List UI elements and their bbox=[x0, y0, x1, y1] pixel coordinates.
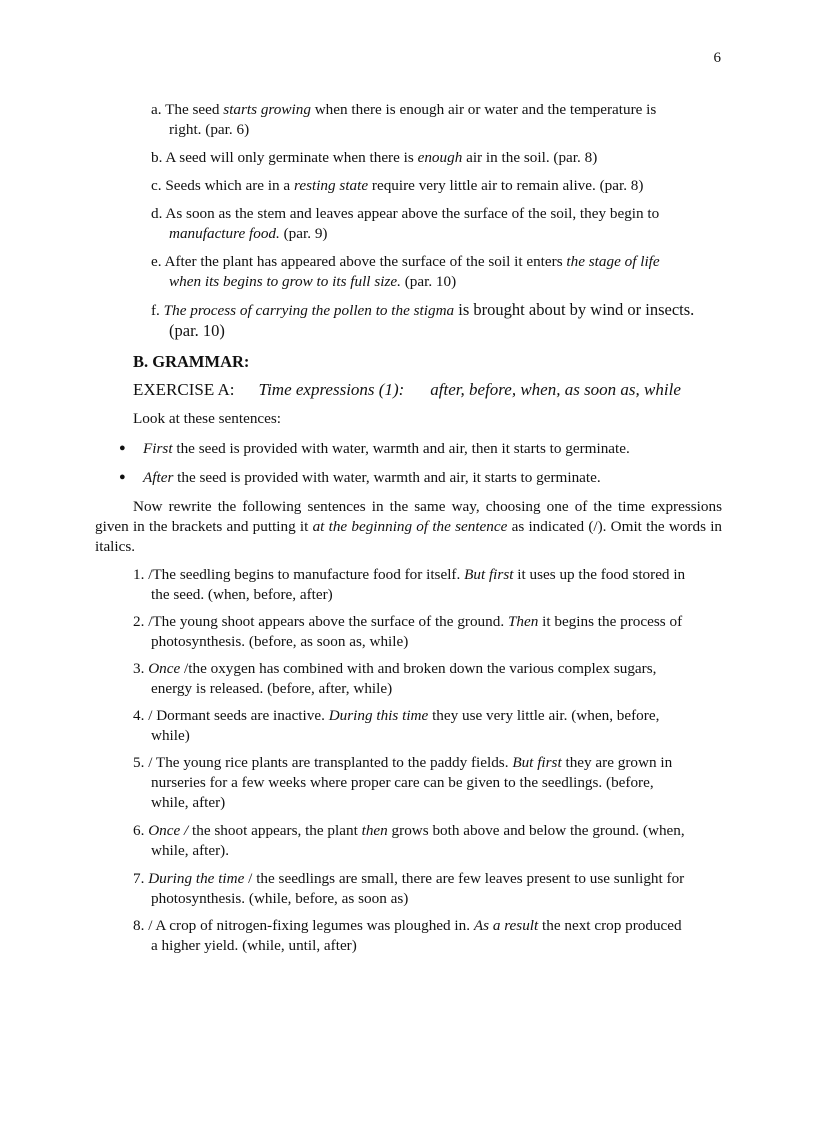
example-emphasis: After bbox=[143, 469, 174, 486]
item-label: a. bbox=[151, 101, 162, 118]
exercise-item-6 bbox=[133, 821, 721, 861]
item-text: After the plant has appeared above the surface of the soil it enters bbox=[164, 253, 567, 270]
vocab-item-c bbox=[151, 176, 721, 196]
item-text: A seed will only germinate when there is bbox=[165, 149, 418, 166]
item-emphasis: But first bbox=[464, 566, 514, 583]
item-text: Seeds which are in a bbox=[165, 177, 294, 194]
page-number: 6 bbox=[713, 50, 721, 66]
item-emphasis: But first bbox=[512, 754, 562, 771]
instructions-emphasis: at the beginning of the sentence bbox=[312, 518, 508, 535]
item-emphasis: starts growing bbox=[223, 101, 311, 118]
vocab-item-d bbox=[151, 204, 721, 244]
item-number: 6. bbox=[133, 822, 145, 839]
item-label: f. bbox=[151, 302, 160, 319]
item-emphasis: Once bbox=[148, 660, 181, 677]
item-emphasis: Once / bbox=[148, 822, 189, 839]
item-text: /The young shoot appears above the surface of the ground. bbox=[144, 613, 508, 630]
example-sentence bbox=[143, 440, 630, 458]
item-continuation: (par. 10) bbox=[400, 273, 457, 290]
item-continuation: the seed. (when, before, after) bbox=[151, 586, 333, 603]
instructions-text: as indicated (/). Omit the words in italics. bbox=[95, 518, 723, 555]
item-text: it begins the process of bbox=[538, 613, 683, 630]
item-text: /the oxygen has combined with and broken down the various complex sugars, bbox=[180, 660, 657, 677]
item-text: the shoot appears, the plant bbox=[188, 822, 362, 839]
item-continuation: photosynthesis. (while, before, as soon as) bbox=[151, 890, 409, 907]
example-sentence bbox=[143, 469, 601, 487]
item-text: As soon as the stem and leaves appear above the surface of the soil, they begin to bbox=[165, 205, 660, 222]
item-text: air in the soil. (par. 8) bbox=[462, 149, 598, 166]
exercise-item-1 bbox=[133, 565, 721, 605]
item-text: /The seedling begins to manufacture food for itself. bbox=[144, 566, 465, 583]
item-continuation: while, after) bbox=[151, 794, 226, 811]
bullet-icon: ● bbox=[119, 442, 126, 454]
item-text: when there is enough air or water and the temperature is bbox=[310, 101, 657, 118]
item-emphasis: when its begins to grow to its full size. bbox=[169, 273, 401, 290]
exercise-item-7 bbox=[133, 869, 721, 909]
item-text: grows both above and below the ground. (when, bbox=[387, 822, 685, 839]
item-label: d. bbox=[151, 205, 163, 222]
item-emphasis: During this time bbox=[328, 707, 429, 724]
exercise-item-3 bbox=[133, 659, 721, 699]
vocab-item-e bbox=[151, 252, 721, 292]
item-text: is brought about by wind or insects. bbox=[454, 300, 695, 319]
item-continuation: nurseries for a few weeks where proper care can be given to the seedlings. (before, bbox=[151, 774, 654, 791]
item-text: they are grown in bbox=[561, 754, 673, 771]
item-text: it uses up the food stored in bbox=[513, 566, 686, 583]
item-emphasis: Then bbox=[507, 613, 539, 630]
exercise-item-4 bbox=[133, 706, 721, 746]
item-text: the next crop produced bbox=[538, 917, 682, 934]
item-number: 8. bbox=[133, 917, 145, 934]
item-text: require very little air to remain alive. (par. 8) bbox=[368, 177, 644, 194]
item-continuation: (par. 10) bbox=[169, 321, 225, 340]
item-continuation: while, after). bbox=[151, 842, 230, 859]
item-number: 3. bbox=[133, 660, 145, 677]
instructions-text: Now rewrite the following sentences in the same way, choosing one of the time expressions given in the brackets and putting it bbox=[95, 498, 722, 535]
item-emphasis: resting state bbox=[293, 177, 369, 194]
section-title: B. GRAMMAR: bbox=[133, 352, 250, 371]
item-label: e. bbox=[151, 253, 162, 270]
item-emphasis: the stage of life bbox=[566, 253, 660, 270]
item-number: 5. bbox=[133, 754, 145, 771]
vocab-item-a bbox=[151, 100, 721, 140]
item-text: The seed bbox=[165, 101, 224, 118]
item-emphasis: manufacture food. bbox=[169, 225, 280, 242]
item-text: / Dormant seeds are inactive. bbox=[144, 707, 329, 724]
item-text: they use very little air. (when, before, bbox=[428, 707, 660, 724]
vocab-item-b bbox=[151, 148, 721, 168]
example-text: the seed is provided with water, warmth and air, it starts to germinate. bbox=[173, 469, 601, 486]
example-emphasis: First bbox=[143, 440, 173, 457]
exercise-item-8 bbox=[133, 916, 721, 956]
exercise-label: EXERCISE A: bbox=[133, 380, 235, 399]
item-number: 1. bbox=[133, 566, 145, 583]
item-continuation: while) bbox=[151, 727, 190, 744]
item-label: c. bbox=[151, 177, 162, 194]
item-emphasis: The process of carrying the pollen to the stigma bbox=[163, 302, 455, 319]
item-label: b. bbox=[151, 149, 163, 166]
item-continuation: photosynthesis. (before, as soon as, while) bbox=[151, 633, 409, 650]
item-emphasis: enough bbox=[417, 149, 463, 166]
item-continuation: right. (par. 6) bbox=[169, 121, 250, 138]
item-text: / A crop of nitrogen-fixing legumes was ploughed in. bbox=[144, 917, 474, 934]
intro-text: Look at these sentences: bbox=[133, 410, 282, 427]
bullet-icon: ● bbox=[119, 471, 126, 483]
exercise-topic: Time expressions (1): bbox=[258, 380, 405, 399]
item-continuation: energy is released. (before, after, while) bbox=[151, 680, 393, 697]
exercise-item-5 bbox=[133, 753, 721, 813]
item-number: 2. bbox=[133, 613, 145, 630]
item-number: 7. bbox=[133, 870, 145, 887]
exercise-item-2 bbox=[133, 612, 721, 652]
item-emphasis: As a result bbox=[473, 917, 539, 934]
item-text: / The young rice plants are transplanted to the paddy fields. bbox=[144, 754, 513, 771]
item-continuation: (par. 9) bbox=[279, 225, 328, 242]
item-text: / the seedlings are small, there are few leaves present to use sunlight for bbox=[244, 870, 685, 887]
item-emphasis: then bbox=[361, 822, 388, 839]
item-number: 4. bbox=[133, 707, 145, 724]
exercise-heading bbox=[133, 380, 681, 400]
item-continuation: a higher yield. (while, until, after) bbox=[151, 937, 357, 954]
instructions-paragraph bbox=[95, 497, 722, 557]
item-emphasis: During the time bbox=[148, 870, 245, 887]
exercise-expressions: after, before, when, as soon as, while bbox=[430, 380, 681, 399]
example-text: the seed is provided with water, warmth and air, then it starts to germinate. bbox=[172, 440, 630, 457]
vocab-item-f bbox=[151, 300, 721, 341]
